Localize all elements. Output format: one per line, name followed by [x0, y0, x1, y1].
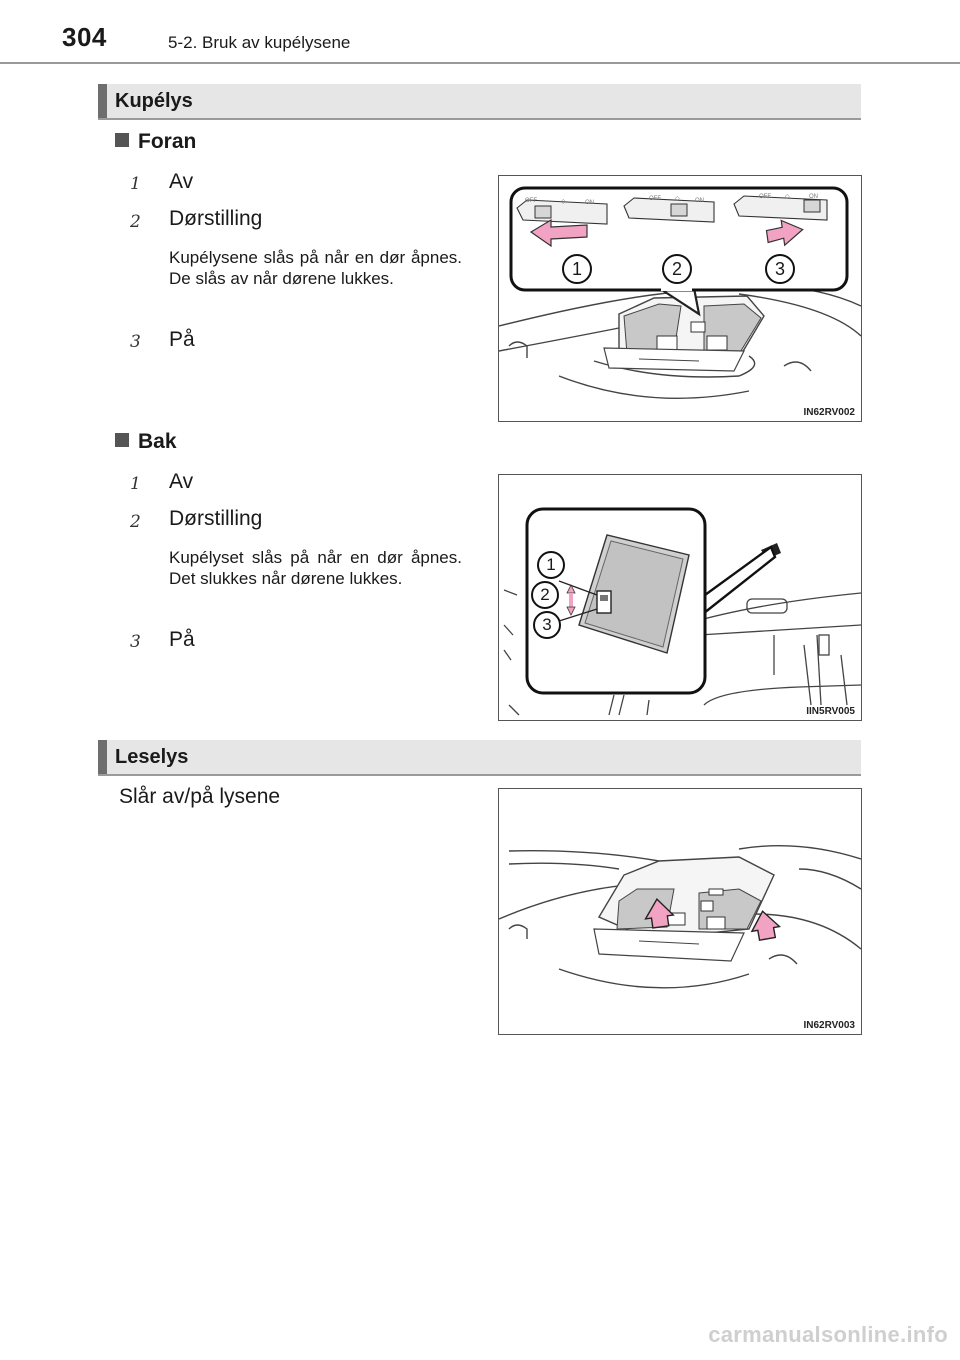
callout-2: 2: [531, 581, 559, 609]
callout-2: 2: [662, 254, 692, 284]
section-rule: [98, 118, 861, 120]
subheading-bak: [115, 430, 177, 454]
figure-code: IIN5RV005: [806, 706, 855, 717]
section-edge: [98, 84, 107, 118]
leselys-text: Slår av/på lysene: [119, 785, 281, 808]
subheading-label: Bak: [138, 430, 177, 453]
svg-text:OFF: OFF: [649, 196, 661, 202]
item-label: På: [169, 328, 195, 351]
item-description: Kupélysene slås på når en dør åpnes. De slås av når dørene lukkes.: [169, 248, 462, 288]
header-divider: [0, 62, 960, 64]
item-number: 1: [130, 174, 141, 194]
svg-text:OFF: OFF: [759, 194, 771, 200]
subheading-label: Foran: [138, 130, 197, 153]
item-number: 3: [130, 632, 141, 652]
figure-code: IN62RV002: [803, 407, 855, 418]
callout-3: 3: [765, 254, 795, 284]
section-header-leselys: [98, 740, 861, 774]
subheading-foran: [115, 130, 196, 154]
item-label: På: [169, 628, 195, 651]
callout-3: 3: [533, 611, 561, 639]
item-label: Dørstilling: [169, 507, 263, 530]
front-console-illustration: [499, 176, 861, 421]
section-title: Leselys: [115, 746, 189, 768]
figure-rear-light: [498, 474, 862, 721]
section-edge: [98, 740, 107, 774]
reading-lights-illustration: [499, 789, 861, 1034]
svg-text:◇: ◇: [675, 196, 680, 202]
item-number: 3: [130, 332, 141, 352]
svg-text:◇: ◇: [561, 199, 566, 205]
item-label: Av: [169, 170, 194, 193]
svg-text:OFF: OFF: [525, 198, 537, 204]
page-number: 304: [62, 22, 107, 52]
item-description: Kupélyset slås på når en dør åpnes. Det slukkes når dørene lukkes.: [169, 548, 462, 588]
watermark: carmanualsonline.info: [708, 1322, 948, 1347]
section-title: Kupélys: [115, 90, 193, 112]
item-label: Dørstilling: [169, 207, 263, 230]
figure-front-console: [498, 175, 862, 422]
section-header-kupelys: [98, 84, 861, 118]
figure-reading-lights: [498, 788, 862, 1035]
figure-code: IN62RV003: [803, 1020, 855, 1031]
svg-text:◇: ◇: [785, 194, 790, 200]
callout-1: 1: [537, 551, 565, 579]
svg-text:ON: ON: [585, 200, 594, 206]
square-bullet-icon: [115, 433, 129, 447]
square-bullet-icon: [115, 133, 129, 147]
chapter-title: 5-2. Bruk av kupélysene: [168, 33, 351, 52]
svg-text:ON: ON: [695, 198, 704, 204]
item-number: 2: [130, 512, 141, 532]
callout-1: 1: [562, 254, 592, 284]
svg-text:ON: ON: [809, 194, 818, 200]
item-number: 2: [130, 212, 141, 232]
item-number: 1: [130, 474, 141, 494]
section-rule: [98, 774, 861, 776]
item-label: Av: [169, 470, 194, 493]
